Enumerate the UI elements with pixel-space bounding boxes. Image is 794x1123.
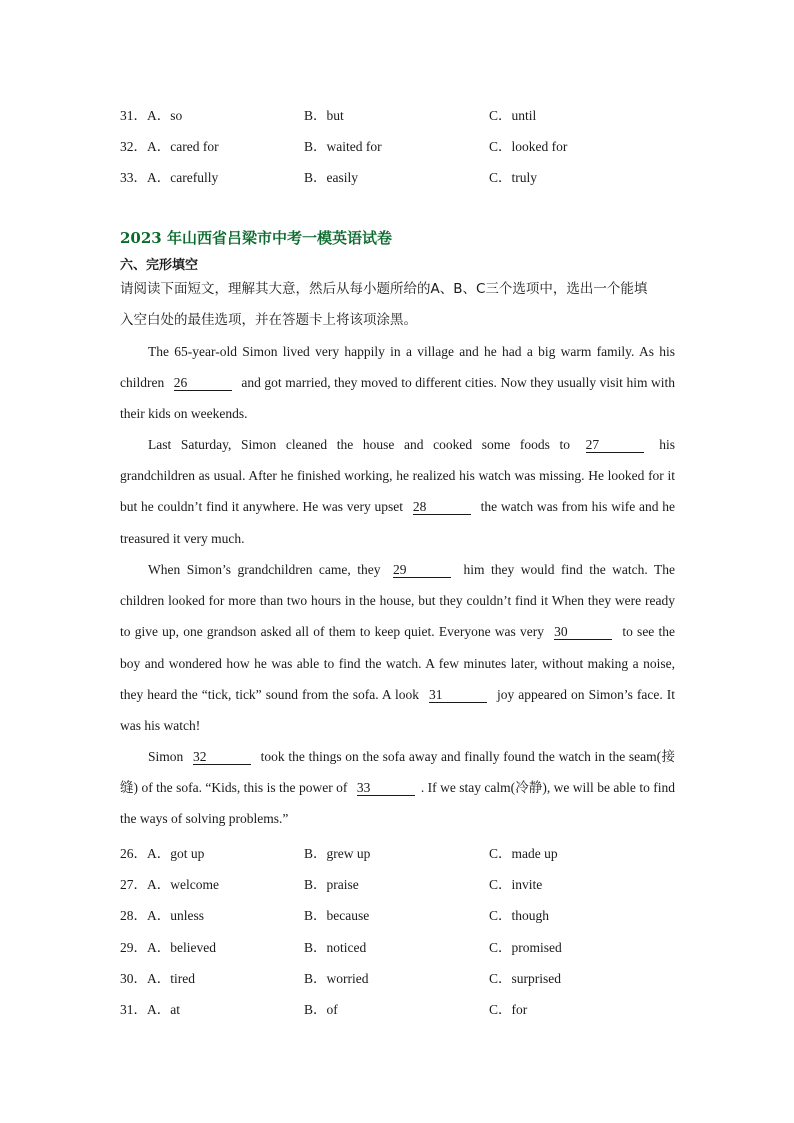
blank-33: 33 bbox=[357, 781, 415, 796]
option-row bbox=[120, 873, 680, 893]
passage-text: The 65-year-old Simon lived very happily in a village and he had a big warm family. As his children bbox=[120, 344, 675, 391]
option-b: B．easily bbox=[304, 170, 358, 185]
option-c: C．though bbox=[489, 908, 550, 923]
passage-text: . If we stay calm(冷静), we will be able to find the ways of solving problems.” bbox=[120, 780, 676, 827]
passage-text: the watch was from his wife and he treasured it very much. bbox=[120, 499, 675, 546]
instructions-line-2: 入空白处的最佳选项，并在答题卡上将该项涂黑。 bbox=[120, 312, 417, 328]
passage-text: him they would find the watch. The children looked for more than two hours in the house, but they couldn’t find it When they were ready to give up, one grandson asked all of them to keep quiet. Everyone was very bbox=[120, 562, 676, 640]
option-row bbox=[120, 104, 680, 124]
blank-27: 27 bbox=[586, 438, 644, 453]
passage-text: took the things on the sofa away and finally found the watch in the seam(接缝) of the sofa. “Kids, this is the power of bbox=[120, 749, 675, 796]
instructions-line-1: 请阅读下面短文，理解其大意，然后从每小题所给的A、B、C三个选项中，选出一个能填 bbox=[120, 281, 648, 297]
option-b: B．of bbox=[304, 1002, 338, 1017]
passage-paragraph-3 bbox=[120, 554, 675, 741]
option-a: A．got up bbox=[147, 846, 205, 861]
question-number: 32． bbox=[120, 139, 147, 154]
blank-29: 29 bbox=[393, 563, 451, 578]
option-c: C．for bbox=[489, 1002, 528, 1017]
blank-30: 30 bbox=[554, 625, 612, 640]
option-a: A．at bbox=[147, 1002, 180, 1017]
question-number: 33． bbox=[120, 170, 147, 185]
option-a: A．carefully bbox=[147, 170, 219, 185]
question-number: 27． bbox=[120, 877, 147, 892]
question-number: 31． bbox=[120, 108, 147, 123]
question-number: 29． bbox=[120, 940, 147, 955]
option-b: B．but bbox=[304, 108, 344, 123]
option-row bbox=[120, 842, 680, 862]
option-a: A．so bbox=[147, 108, 183, 123]
option-b: B．praise bbox=[304, 877, 359, 892]
option-c: C．truly bbox=[489, 170, 538, 185]
passage-text: joy appeared on Simon’s face. It was his watch! bbox=[120, 686, 675, 734]
blank-28: 28 bbox=[413, 500, 471, 515]
option-c: C．until bbox=[489, 108, 537, 123]
option-b: B．worried bbox=[304, 971, 369, 986]
option-row bbox=[120, 135, 680, 155]
option-row bbox=[120, 998, 680, 1018]
option-c: C．promised bbox=[489, 940, 562, 955]
option-a: A．believed bbox=[147, 940, 216, 955]
option-row bbox=[120, 967, 680, 987]
option-b: B．grew up bbox=[304, 846, 371, 861]
option-a: A．cared for bbox=[147, 139, 219, 154]
passage-text: to see the boy and wondered how he was able to find the watch. A few minutes later, without making a noise, they heard the “tick, tick” sound from the sofa. A look bbox=[120, 624, 675, 702]
question-number: 31． bbox=[120, 1002, 147, 1017]
option-a: A．unless bbox=[147, 908, 204, 923]
passage-text: his grandchildren as usual. After he finished working, he realized his watch was missing. He looked for it but he couldn’t find it anywhere. He was very upset bbox=[120, 437, 676, 515]
option-row bbox=[120, 936, 680, 956]
passage-text: Simon bbox=[148, 749, 184, 764]
question-number: 28． bbox=[120, 908, 147, 923]
option-c: C．surprised bbox=[489, 971, 561, 986]
section-heading: 六、完形填空 bbox=[120, 258, 199, 273]
passage-paragraph-1 bbox=[120, 336, 675, 430]
question-number: 26． bbox=[120, 846, 147, 861]
option-a: A．tired bbox=[147, 971, 195, 986]
option-c: C．made up bbox=[489, 846, 558, 861]
blank-26: 26 bbox=[174, 376, 232, 391]
option-b: B．noticed bbox=[304, 940, 367, 955]
option-c: C．invite bbox=[489, 877, 543, 892]
passage-paragraph-4 bbox=[120, 741, 675, 835]
blank-31: 31 bbox=[429, 688, 487, 703]
option-a: A．welcome bbox=[147, 877, 219, 892]
exam-title: 2023 年山西省吕梁市中考一模英语试卷 bbox=[120, 229, 392, 247]
passage-paragraph-2 bbox=[120, 429, 675, 554]
question-number: 30． bbox=[120, 971, 147, 986]
option-row bbox=[120, 904, 680, 924]
passage-text: Last Saturday, Simon cleaned the house and cooked some foods to bbox=[148, 437, 570, 452]
option-c: C．looked for bbox=[489, 139, 568, 154]
blank-32: 32 bbox=[193, 750, 251, 765]
passage-text: When Simon’s grandchildren came, they bbox=[148, 562, 381, 577]
option-b: B．because bbox=[304, 908, 370, 923]
option-b: B．waited for bbox=[304, 139, 382, 154]
passage-text: and got married, they moved to different cities. Now they usually visit him with their kids on weekends. bbox=[120, 375, 676, 422]
option-row bbox=[120, 166, 680, 186]
